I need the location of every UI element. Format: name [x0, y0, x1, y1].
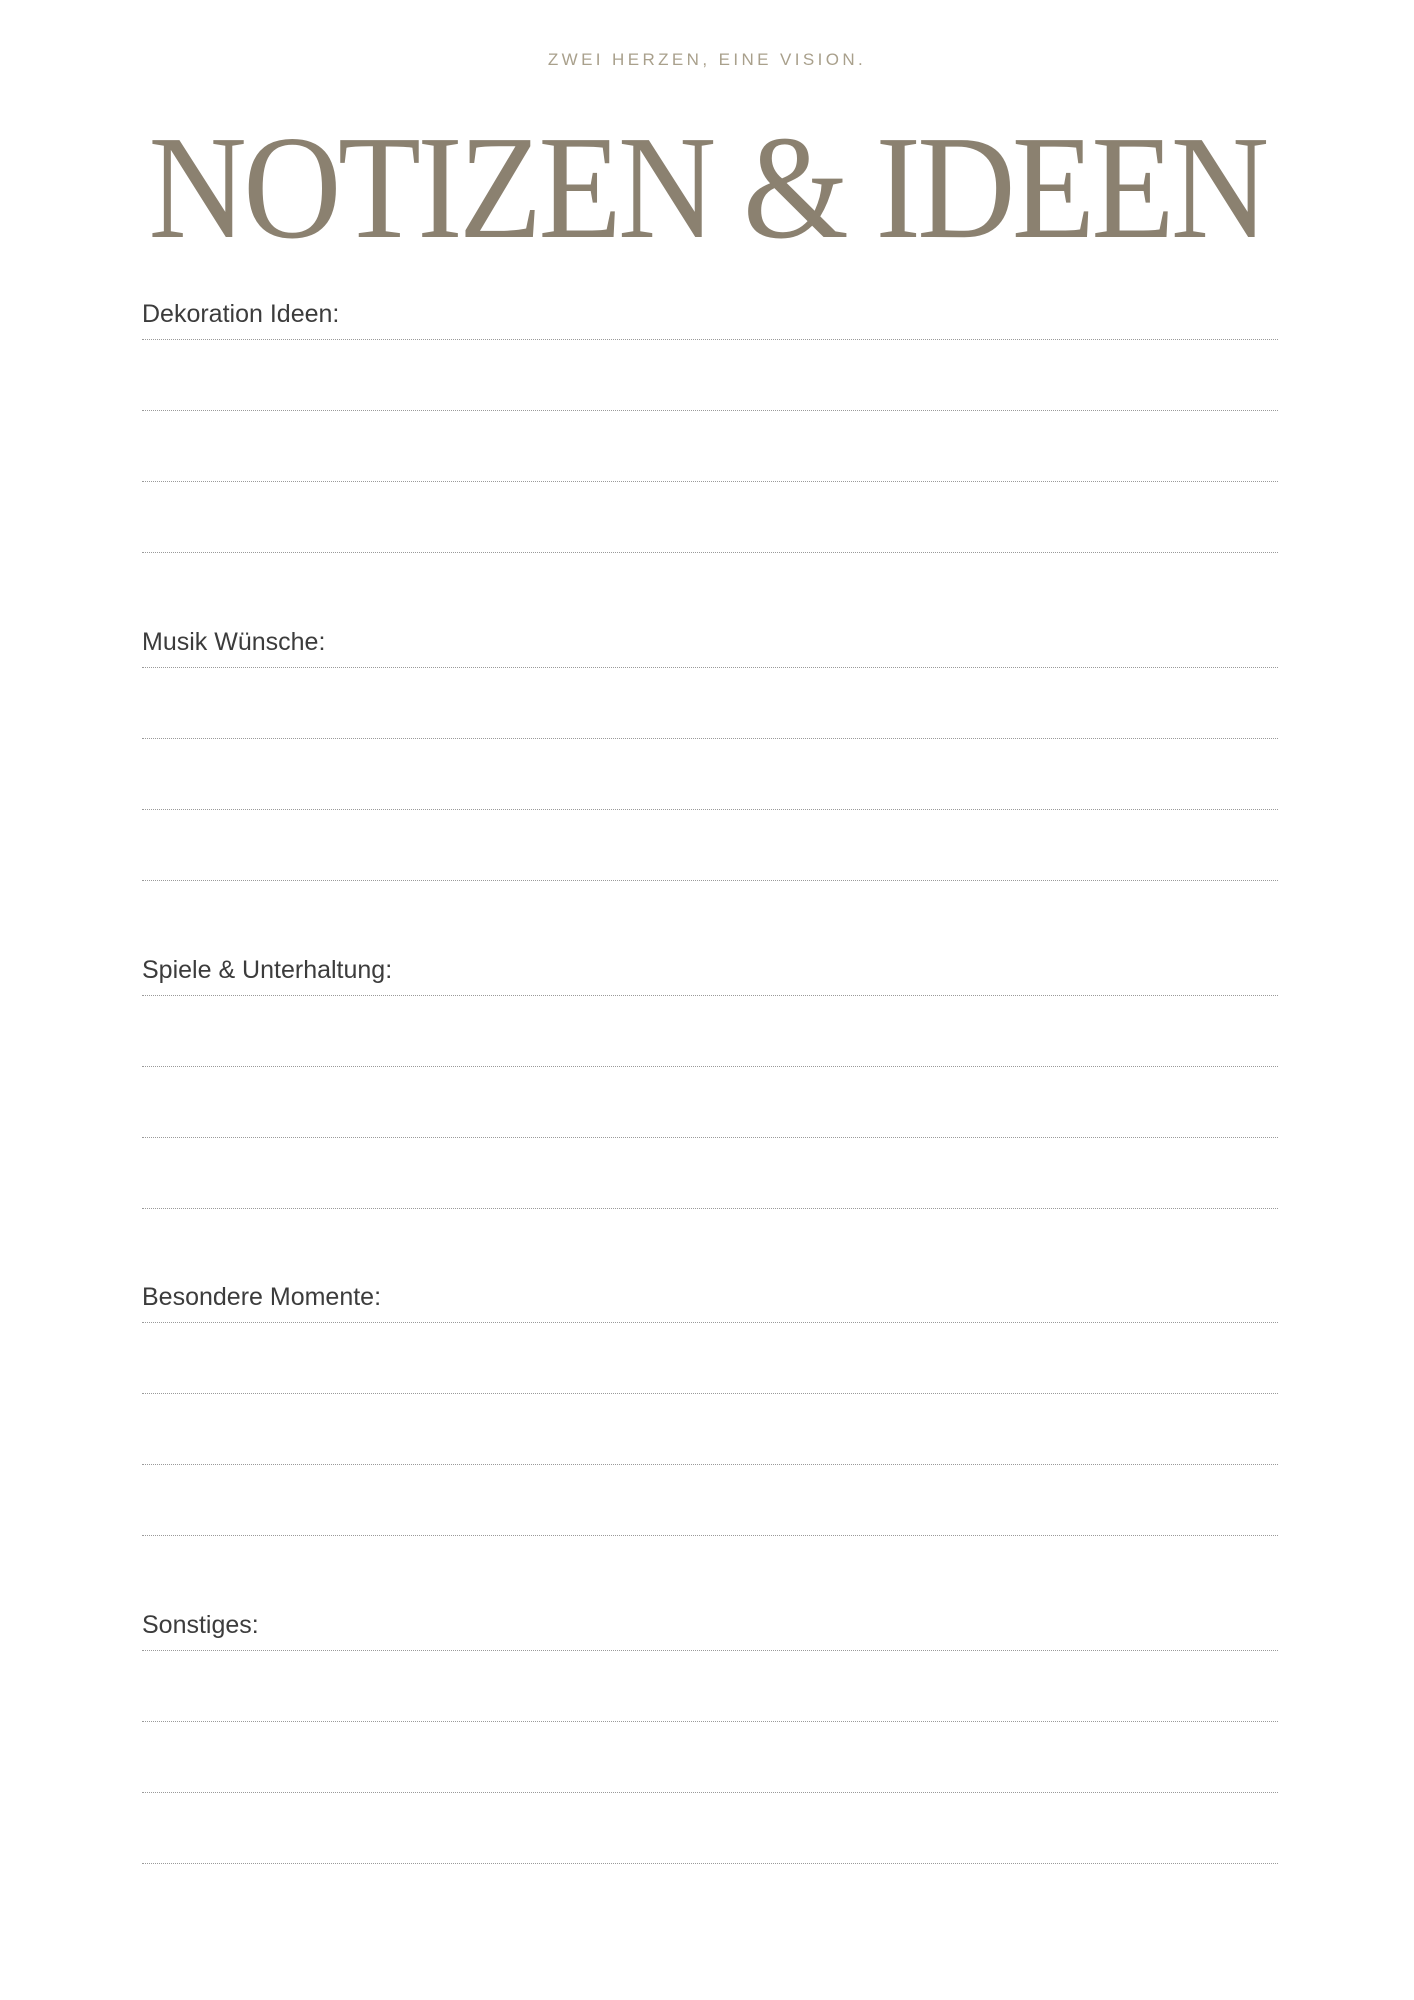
page-tagline: ZWEI HERZEN, EINE VISION. [547, 50, 867, 69]
writing-line[interactable] [142, 1137, 1278, 1138]
writing-line[interactable] [142, 1464, 1278, 1465]
writing-line[interactable] [142, 1863, 1278, 1864]
writing-line[interactable] [142, 1393, 1278, 1394]
writing-line[interactable] [142, 995, 1278, 996]
writing-line[interactable] [142, 1322, 1278, 1323]
writing-line[interactable] [142, 1721, 1278, 1722]
section-label: Spiele & Unterhaltung: [142, 956, 393, 984]
writing-line[interactable] [142, 1792, 1278, 1793]
writing-line[interactable] [142, 809, 1278, 810]
writing-line[interactable] [142, 1650, 1278, 1651]
writing-line[interactable] [142, 738, 1278, 739]
section-label: Sonstiges: [142, 1611, 259, 1639]
writing-line[interactable] [142, 1208, 1278, 1209]
writing-line[interactable] [142, 1535, 1278, 1536]
writing-line[interactable] [142, 667, 1278, 668]
writing-line[interactable] [142, 481, 1278, 482]
writing-line[interactable] [142, 1066, 1278, 1067]
writing-line[interactable] [142, 339, 1278, 340]
writing-line[interactable] [142, 410, 1278, 411]
section-label: Besondere Momente: [142, 1283, 382, 1311]
section-label: Musik Wünsche: [142, 628, 326, 656]
writing-line[interactable] [142, 880, 1278, 881]
section-label: Dekoration Ideen: [142, 300, 340, 328]
writing-line[interactable] [142, 552, 1278, 553]
page-title: NOTIZEN & IDEEN [148, 106, 1266, 270]
